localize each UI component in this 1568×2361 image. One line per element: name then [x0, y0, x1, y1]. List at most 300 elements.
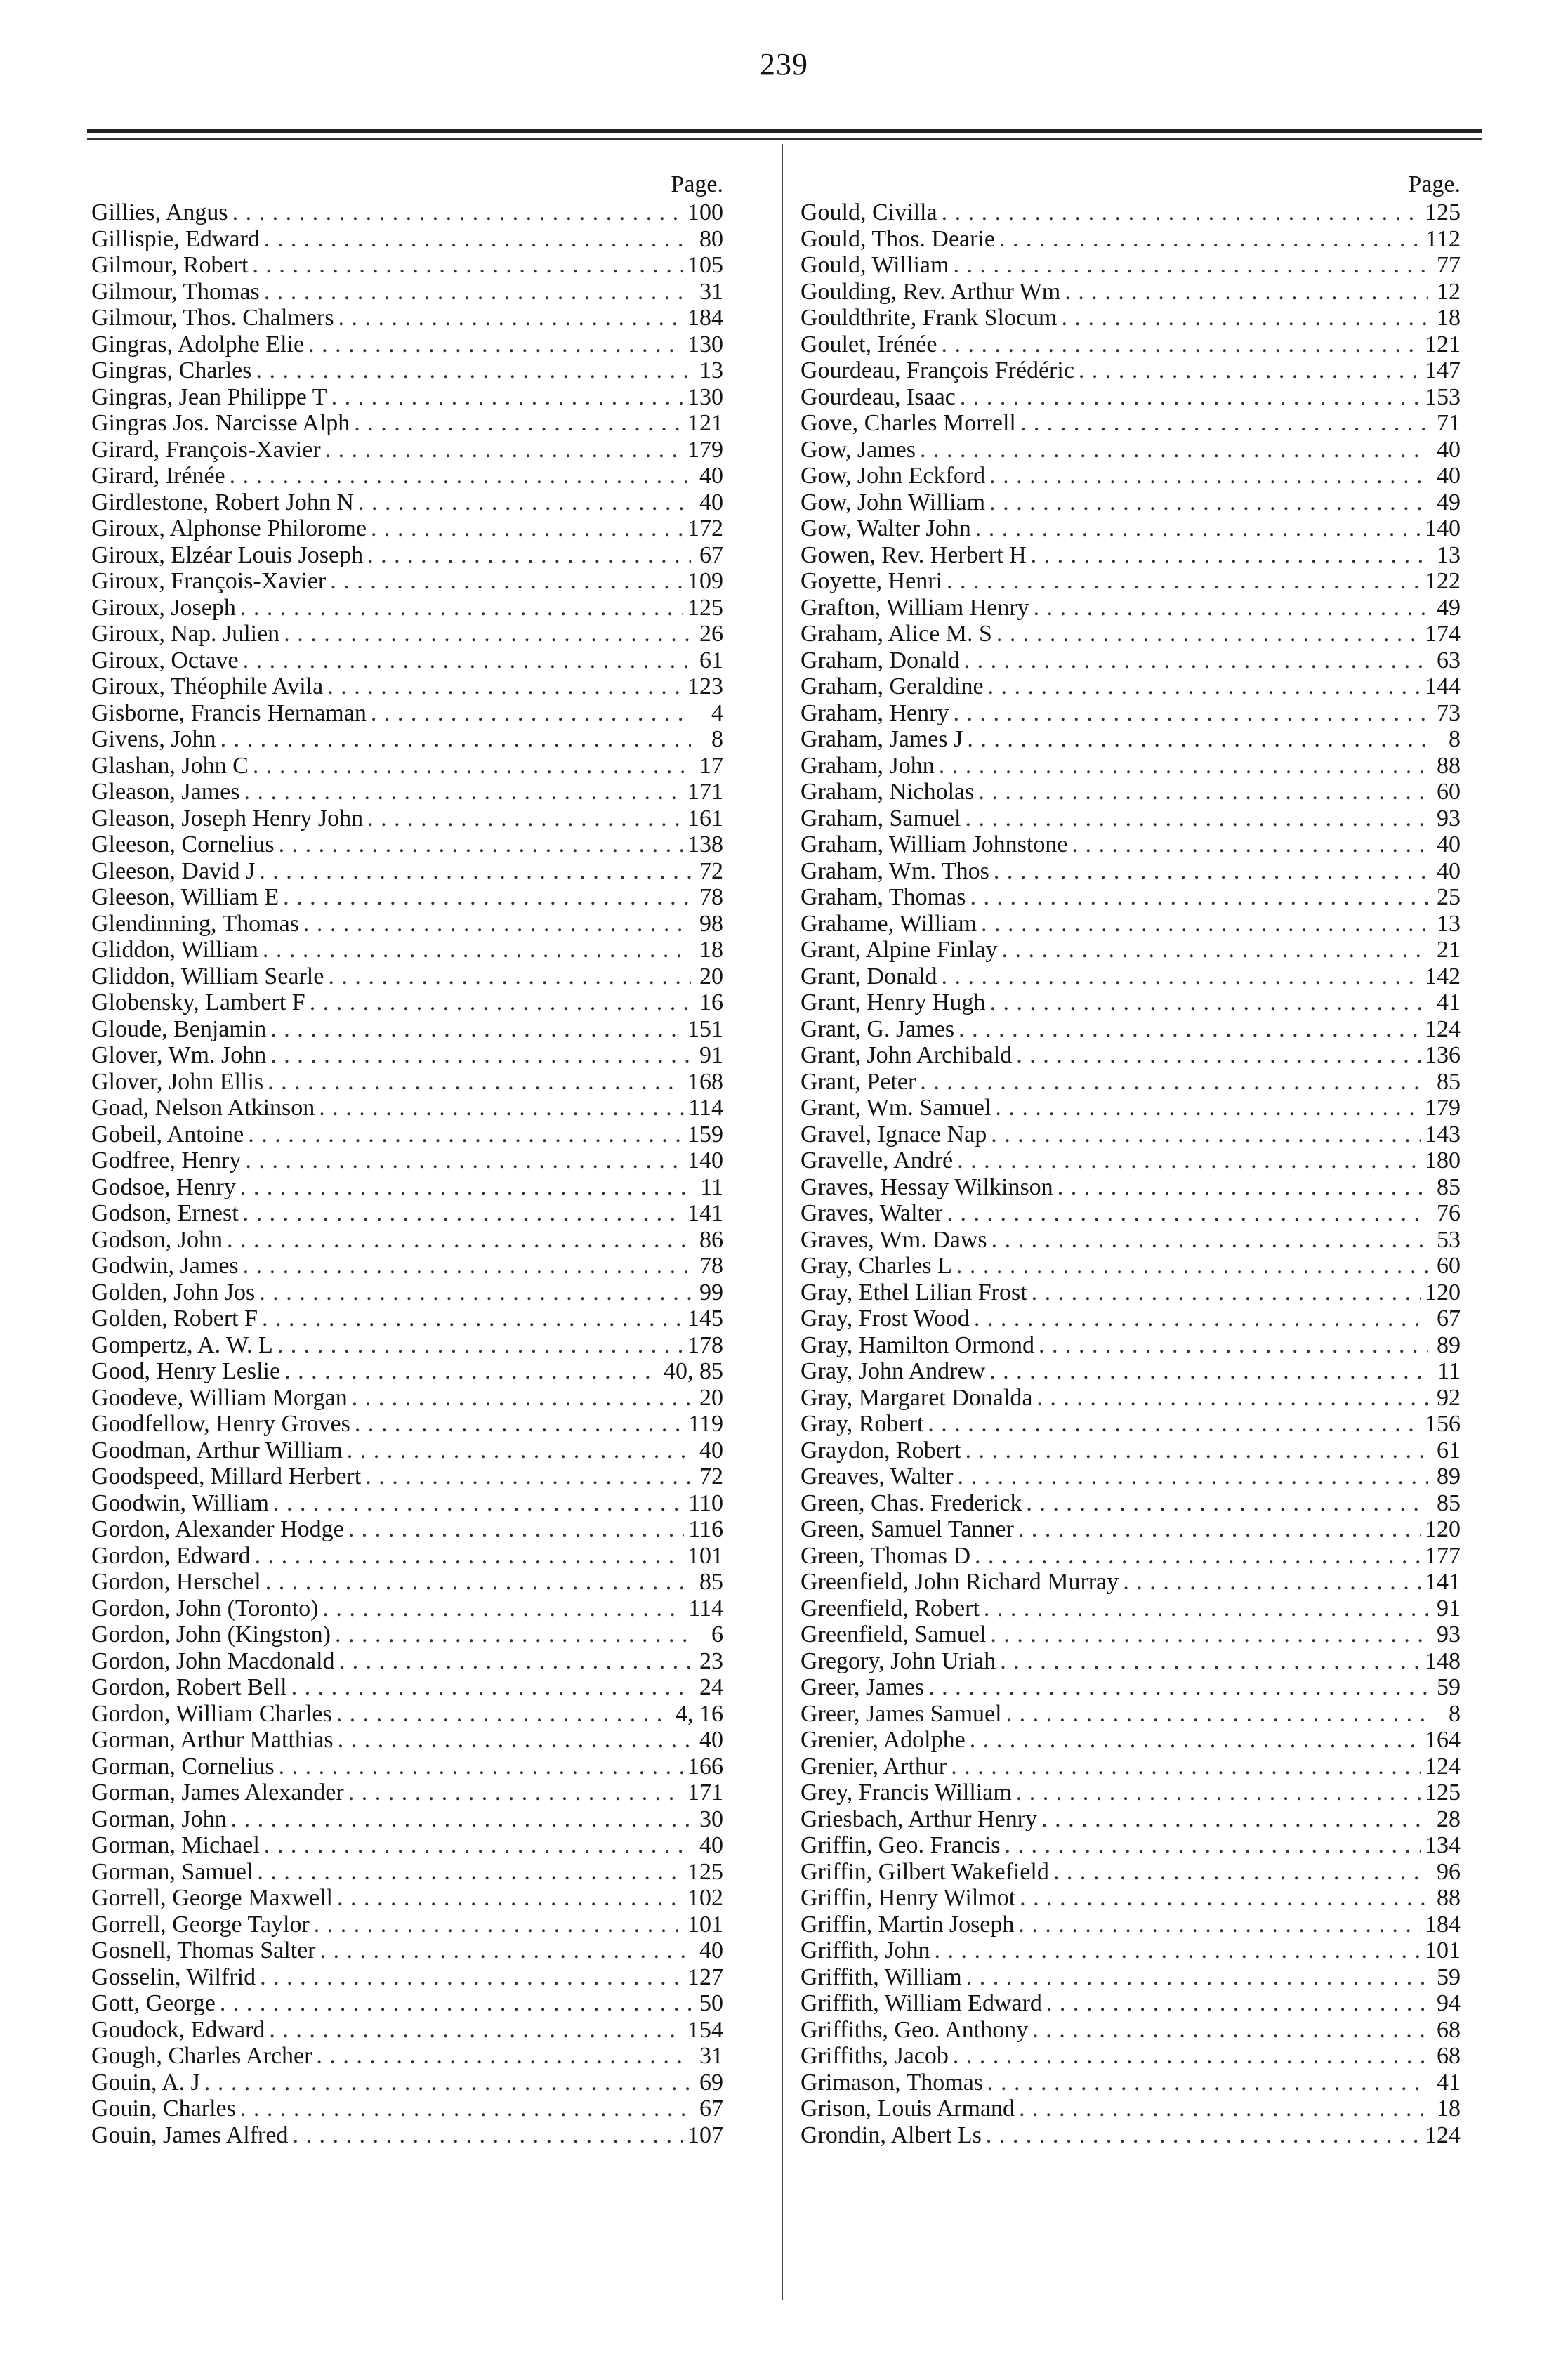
index-entry [801, 489, 1461, 516]
index-entry [801, 964, 1461, 990]
dot-leader [974, 1306, 1428, 1332]
index-entry [801, 1306, 1461, 1332]
entry-page: 102 [687, 1885, 723, 1911]
dot-leader [283, 884, 691, 911]
index-entry [91, 331, 723, 358]
index-entry [91, 2043, 723, 2070]
entry-page: 11 [700, 1173, 723, 1200]
entry-name: Grant, Henry Hugh [801, 989, 986, 1015]
index-entry [801, 1147, 1461, 1174]
entry-name: Gleeson, William E [91, 884, 279, 910]
entry-page: 88 [1437, 752, 1461, 779]
entry-name: Giroux, Octave [91, 647, 239, 673]
entry-name: Giroux, Alphonse Philorome [91, 515, 367, 541]
entry-page: 121 [1425, 331, 1461, 357]
entry-page: 30 [699, 1806, 723, 1832]
entry-page: 154 [687, 2016, 723, 2043]
entry-name: Griffin, Gilbert Wakefield [801, 1858, 1049, 1885]
dot-leader [255, 1543, 683, 1570]
entry-page: 125 [1425, 1780, 1461, 1806]
index-entry [801, 1596, 1461, 1622]
dot-leader [964, 647, 1428, 674]
entry-page: 8 [1449, 726, 1461, 752]
entry-page: 130 [687, 383, 723, 410]
entry-page: 63 [1437, 647, 1461, 673]
index-entry [91, 1885, 723, 1912]
index-entry [801, 1727, 1461, 1754]
entry-page: 59 [1437, 1674, 1461, 1700]
index-entry [91, 1596, 723, 1622]
index-entry [801, 226, 1461, 253]
index-entry [91, 621, 723, 647]
entry-name: Gordon, Alexander Hodge [91, 1516, 344, 1542]
entry-name: Gillies, Angus [91, 199, 228, 225]
entry-name: Gorman, Arthur Matthias [91, 1727, 334, 1753]
entry-name: Glendinning, Thomas [91, 910, 299, 937]
dot-leader [999, 226, 1421, 253]
entry-name: Gray, Robert [801, 1411, 924, 1437]
index-entry [91, 1411, 723, 1438]
entry-page: 40 [1437, 436, 1461, 463]
entry-page: 93 [1437, 1622, 1461, 1648]
index-entry [91, 226, 723, 253]
entry-page: 101 [1425, 1938, 1461, 1964]
index-entry [91, 515, 723, 542]
entry-name: Gordon, Robert Bell [91, 1674, 287, 1700]
entry-page: 93 [1437, 805, 1461, 831]
dot-leader [947, 568, 1421, 595]
index-entry [91, 1859, 723, 1886]
index-entry [91, 1569, 723, 1596]
dot-leader [220, 726, 691, 753]
dot-leader [354, 410, 683, 437]
entry-name: Greenfield, Robert [801, 1595, 980, 1622]
dot-leader [1001, 937, 1428, 964]
entry-page: 24 [699, 1674, 723, 1700]
entry-page: 138 [687, 831, 723, 857]
dot-leader [1020, 1885, 1428, 1912]
dot-leader [1031, 542, 1428, 569]
dot-leader [960, 384, 1421, 411]
entry-page: 59 [1437, 1964, 1461, 1990]
entry-name: Golden, John Jos [91, 1279, 256, 1306]
entry-name: Glover, Wm. John [91, 1042, 267, 1068]
index-entry [91, 1516, 723, 1543]
index-entry [91, 858, 723, 885]
dot-leader [966, 1438, 1428, 1464]
dot-leader [310, 989, 691, 1016]
index-entry [801, 1990, 1461, 2017]
entry-page: 124 [1425, 2122, 1461, 2148]
entry-page: 179 [1425, 1095, 1461, 1121]
index-entry [801, 1016, 1461, 1043]
dot-leader [336, 1701, 671, 1728]
entry-name: Goodspeed, Millard Herbert [91, 1464, 362, 1489]
index-entry [91, 1780, 723, 1806]
entry-page: 28 [1437, 1806, 1461, 1832]
entry-page: 18 [699, 937, 723, 963]
index-entry [91, 1069, 723, 1096]
dot-leader [975, 1543, 1421, 1570]
index-entry [801, 1806, 1461, 1833]
dot-leader [352, 1385, 691, 1412]
entry-name: Green, Chas. Frederick [801, 1489, 1022, 1516]
index-entry [801, 1042, 1461, 1069]
entry-name: Gravelle, André [801, 1147, 954, 1173]
index-entry [91, 410, 723, 437]
index-entry [91, 1964, 723, 1991]
entry-page: 127 [687, 1964, 723, 1990]
index-entry [91, 726, 723, 753]
entry-name: Gray, Margaret Donalda [801, 1384, 1033, 1411]
index-entry [801, 1490, 1461, 1517]
index-entry [801, 1516, 1461, 1543]
dot-leader [264, 226, 691, 253]
index-entry [801, 1069, 1461, 1096]
index-entry [801, 673, 1461, 700]
index-entry [801, 858, 1461, 885]
dot-leader [371, 515, 683, 542]
entry-page: 76 [1437, 1200, 1461, 1226]
index-entry [801, 542, 1461, 569]
dot-leader [994, 858, 1428, 885]
entry-name: Gorman, Cornelius [91, 1753, 275, 1780]
dot-leader [987, 2070, 1428, 2096]
index-entry [91, 1938, 723, 1964]
entry-name: Greenfield, John Richard Murray [801, 1569, 1119, 1595]
dot-leader [367, 542, 691, 569]
dot-leader [248, 1122, 683, 1148]
index-entry [801, 199, 1461, 226]
dot-leader [355, 1411, 684, 1438]
entry-name: Grant, Donald [801, 963, 937, 989]
entry-page: 50 [699, 1990, 723, 2016]
entry-name: Graydon, Robert [801, 1437, 961, 1464]
index-entry [801, 384, 1461, 411]
entry-page: 91 [699, 1042, 723, 1068]
entry-page: 20 [699, 963, 723, 989]
index-entry [91, 779, 723, 805]
entry-page: 40 [699, 489, 723, 515]
entry-page: 141 [1425, 1569, 1461, 1595]
entry-name: Gingras, Charles [91, 357, 252, 383]
index-entry [91, 911, 723, 938]
dot-leader [265, 1569, 691, 1596]
entry-name: Gowen, Rev. Herbert H [801, 541, 1027, 568]
index-entry [91, 1674, 723, 1701]
entry-name: Gorman, Samuel [91, 1858, 253, 1885]
entry-page: 26 [699, 621, 723, 647]
index-entry [801, 595, 1461, 622]
entry-name: Godfree, Henry [91, 1147, 242, 1173]
entry-page: 145 [687, 1306, 723, 1331]
entry-page: 101 [687, 1542, 723, 1569]
index-entry [91, 2096, 723, 2122]
entry-page: 114 [688, 1595, 723, 1622]
entry-name: Gorrell, George Taylor [91, 1911, 310, 1938]
entry-page: 171 [687, 779, 723, 805]
left-column [91, 170, 723, 2148]
entry-name: Gillispie, Edward [91, 225, 260, 252]
entry-page: 94 [1437, 1990, 1461, 2016]
dot-leader [995, 1095, 1421, 1122]
index-entry [801, 1411, 1461, 1438]
entry-page: 142 [1425, 963, 1461, 989]
entry-page: 140 [1425, 515, 1461, 541]
index-entry [91, 673, 723, 700]
entry-name: Gregory, John Uriah [801, 1648, 996, 1674]
entry-page: 4, 16 [676, 1700, 723, 1727]
entry-page: 25 [1437, 884, 1461, 910]
entry-page: 153 [1425, 383, 1461, 410]
entry-page: 178 [687, 1331, 723, 1358]
dot-leader [928, 1411, 1421, 1438]
entry-page: 172 [687, 515, 723, 541]
index-entry [801, 279, 1461, 305]
entry-name: Gould, Civilla [801, 199, 937, 225]
entry-page: 123 [687, 673, 723, 699]
entry-page: 120 [1425, 1279, 1461, 1306]
dot-leader [991, 1122, 1421, 1148]
dot-leader [1019, 2096, 1428, 2122]
entry-name: Gleeson, Cornelius [91, 831, 275, 857]
entry-name: Gourdeau, François Frédéric [801, 357, 1074, 383]
entry-name: Godson, John [91, 1226, 223, 1253]
entry-name: Grant, G. James [801, 1015, 955, 1042]
entry-page: 68 [1437, 2016, 1461, 2043]
dot-leader [308, 331, 683, 358]
entry-page: 156 [1425, 1411, 1461, 1437]
dot-leader [986, 2122, 1421, 2149]
index-entry [91, 937, 723, 964]
entry-name: Gilmour, Thos. Chalmers [91, 305, 334, 331]
dot-leader [989, 1358, 1428, 1385]
entry-page: 98 [699, 910, 723, 937]
index-entry [801, 410, 1461, 437]
entry-name: Good, Henry Leslie [91, 1358, 281, 1384]
entry-name: Gliddon, William [91, 937, 258, 963]
index-entry [91, 1490, 723, 1517]
entry-name: Griffin, Martin Joseph [801, 1911, 1015, 1938]
entry-page: 122 [1425, 568, 1461, 594]
index-entry [91, 1385, 723, 1412]
entry-name: Goudock, Edward [91, 2016, 265, 2043]
index-entry [91, 1016, 723, 1043]
entry-name: Gott, George [91, 1990, 216, 2016]
entry-page: 40 [1437, 463, 1461, 489]
dot-leader [981, 911, 1428, 938]
dot-leader [328, 964, 691, 990]
entry-page: 184 [1425, 1911, 1461, 1938]
dot-leader [322, 1596, 684, 1622]
entry-name: Godsoe, Henry [91, 1173, 236, 1200]
dot-leader [220, 1990, 691, 2017]
dot-leader [970, 1727, 1421, 1754]
entry-page: 13 [699, 357, 723, 383]
index-entry [91, 753, 723, 780]
dot-leader [967, 726, 1428, 753]
entry-page: 6 [711, 1622, 723, 1648]
entry-name: Graves, Walter [801, 1200, 943, 1226]
entry-page: 89 [1437, 1464, 1461, 1489]
entry-name: Gordon, Edward [91, 1542, 251, 1569]
entry-name: Grondin, Albert Ls [801, 2122, 982, 2148]
dot-leader [227, 1227, 691, 1254]
entry-name: Giroux, Nap. Julien [91, 621, 280, 647]
dot-leader [231, 1806, 691, 1833]
dot-leader [1005, 1832, 1421, 1859]
index-entry [91, 700, 723, 727]
entry-page: 8 [711, 726, 723, 752]
index-entry [91, 964, 723, 990]
dot-leader [1072, 831, 1428, 858]
entry-page: 174 [1425, 621, 1461, 647]
entry-name: Gliddon, William Searle [91, 963, 324, 989]
dot-leader [292, 2122, 683, 2149]
dot-leader [277, 1332, 683, 1359]
entry-name: Giroux, Elzéar Louis Joseph [91, 541, 364, 568]
entry-name: Gleason, Joseph Henry John [91, 805, 364, 831]
entry-page: 143 [1425, 1121, 1461, 1147]
entry-page: 179 [687, 436, 723, 463]
index-entry [91, 437, 723, 463]
dot-leader [338, 305, 683, 331]
entry-name: Graham, Thomas [801, 884, 966, 910]
dot-leader [966, 1964, 1428, 1991]
entry-name: Green, Thomas D [801, 1542, 971, 1569]
entry-name: Giroux, François-Xavier [91, 568, 327, 594]
entry-page: 18 [1437, 2096, 1461, 2122]
entry-name: Goodfellow, Henry Groves [91, 1411, 350, 1437]
entry-page: 171 [687, 1780, 723, 1806]
dot-leader [1041, 1806, 1428, 1833]
entry-page: 41 [1437, 2069, 1461, 2096]
dot-leader [263, 937, 691, 964]
entry-name: Glover, John Ellis [91, 1068, 264, 1095]
dot-leader [1016, 1780, 1421, 1806]
dot-leader [273, 1490, 684, 1517]
index-entry [91, 1806, 723, 1833]
dot-leader [348, 1516, 685, 1543]
dot-leader [1032, 2017, 1428, 2044]
entry-page: 86 [699, 1226, 723, 1253]
entry-page: 53 [1437, 1226, 1461, 1253]
dot-leader [260, 1964, 683, 1991]
entry-name: Gisborne, Francis Hernaman [91, 699, 367, 726]
entry-name: Griffith, William Edward [801, 1990, 1042, 2016]
dot-leader [1053, 1859, 1428, 1886]
entry-name: Givens, John [91, 726, 216, 752]
entry-name: Gordon, Herschel [91, 1569, 261, 1595]
left-column-heading: Page. [671, 171, 723, 197]
entry-page: 77 [1437, 252, 1461, 278]
index-entry [91, 1543, 723, 1570]
entry-name: Gouldthrite, Frank Slocum [801, 305, 1058, 331]
entry-page: 89 [1437, 1331, 1461, 1358]
dot-leader [947, 1200, 1428, 1227]
entry-name: Giroux, Joseph [91, 594, 236, 621]
entry-name: Giroux, Théophile Avila [91, 673, 324, 699]
entry-name: Godson, Ernest [91, 1200, 239, 1226]
index-entry [801, 1938, 1461, 1964]
index-entry [91, 1332, 723, 1359]
index-entry [801, 1622, 1461, 1648]
entry-name: Graham, Alice M. S [801, 621, 992, 647]
entry-name: Gordon, John (Toronto) [91, 1595, 319, 1622]
entry-page: 125 [687, 1858, 723, 1885]
entry-name: Gingras, Adolphe Elie [91, 331, 305, 357]
index-entry [801, 568, 1461, 595]
index-entry [91, 595, 723, 622]
index-entry [801, 1332, 1461, 1359]
entry-name: Graham, James J [801, 726, 963, 752]
right-column [801, 170, 1461, 2148]
index-entry [801, 726, 1461, 753]
right-column-heading: Page. [1408, 171, 1461, 197]
dot-leader [252, 252, 683, 279]
dot-leader [325, 437, 683, 463]
index-entry [801, 647, 1461, 674]
dot-leader [320, 1938, 692, 1964]
entry-name: Gilmour, Thomas [91, 278, 260, 305]
index-entry [91, 1095, 723, 1122]
dot-leader [966, 805, 1429, 832]
index-entry [801, 1095, 1461, 1122]
index-entry [801, 1253, 1461, 1280]
index-entry [801, 1174, 1461, 1201]
entry-page: 147 [1425, 357, 1461, 383]
entry-name: Gow, Walter John [801, 515, 971, 541]
entry-name: Goyette, Henri [801, 568, 943, 594]
dot-leader [957, 1147, 1421, 1174]
entry-page: 166 [687, 1753, 723, 1780]
dot-leader [1039, 1332, 1428, 1359]
entry-name: Gould, Thos. Dearie [801, 225, 995, 252]
entry-name: Griffiths, Geo. Anthony [801, 2016, 1029, 2043]
dot-leader [1032, 1280, 1421, 1306]
entry-page: 13 [1437, 541, 1461, 568]
dot-leader [291, 1674, 691, 1701]
dot-leader [989, 489, 1428, 516]
entry-name: Graves, Hessay Wilkinson [801, 1173, 1053, 1200]
dot-leader [958, 1016, 1421, 1043]
index-entry [801, 1200, 1461, 1227]
dot-leader [1018, 1912, 1421, 1938]
entry-page: 184 [687, 305, 723, 331]
entry-page: 73 [1437, 699, 1461, 726]
entry-page: 11 [1437, 1358, 1461, 1384]
entry-page: 40 [699, 1832, 723, 1858]
dot-leader [314, 1912, 683, 1938]
dot-leader [327, 673, 683, 700]
entry-page: 144 [1425, 673, 1461, 699]
dot-leader [262, 1306, 683, 1332]
dot-leader [279, 831, 683, 858]
entry-name: Griffiths, Jacob [801, 2043, 949, 2069]
entry-name: Gosselin, Wilfrid [91, 1964, 256, 1990]
index-entry [801, 1122, 1461, 1148]
index-entry [801, 1701, 1461, 1728]
index-entry [801, 700, 1461, 727]
entry-page: 110 [688, 1489, 723, 1516]
dot-leader [257, 1859, 683, 1886]
dot-leader [348, 1780, 683, 1806]
entry-page: 112 [1425, 225, 1461, 252]
index-entry [801, 2096, 1461, 2122]
index-entry [91, 647, 723, 674]
index-entry [801, 1385, 1461, 1412]
entry-name: Graham, Geraldine [801, 673, 984, 699]
